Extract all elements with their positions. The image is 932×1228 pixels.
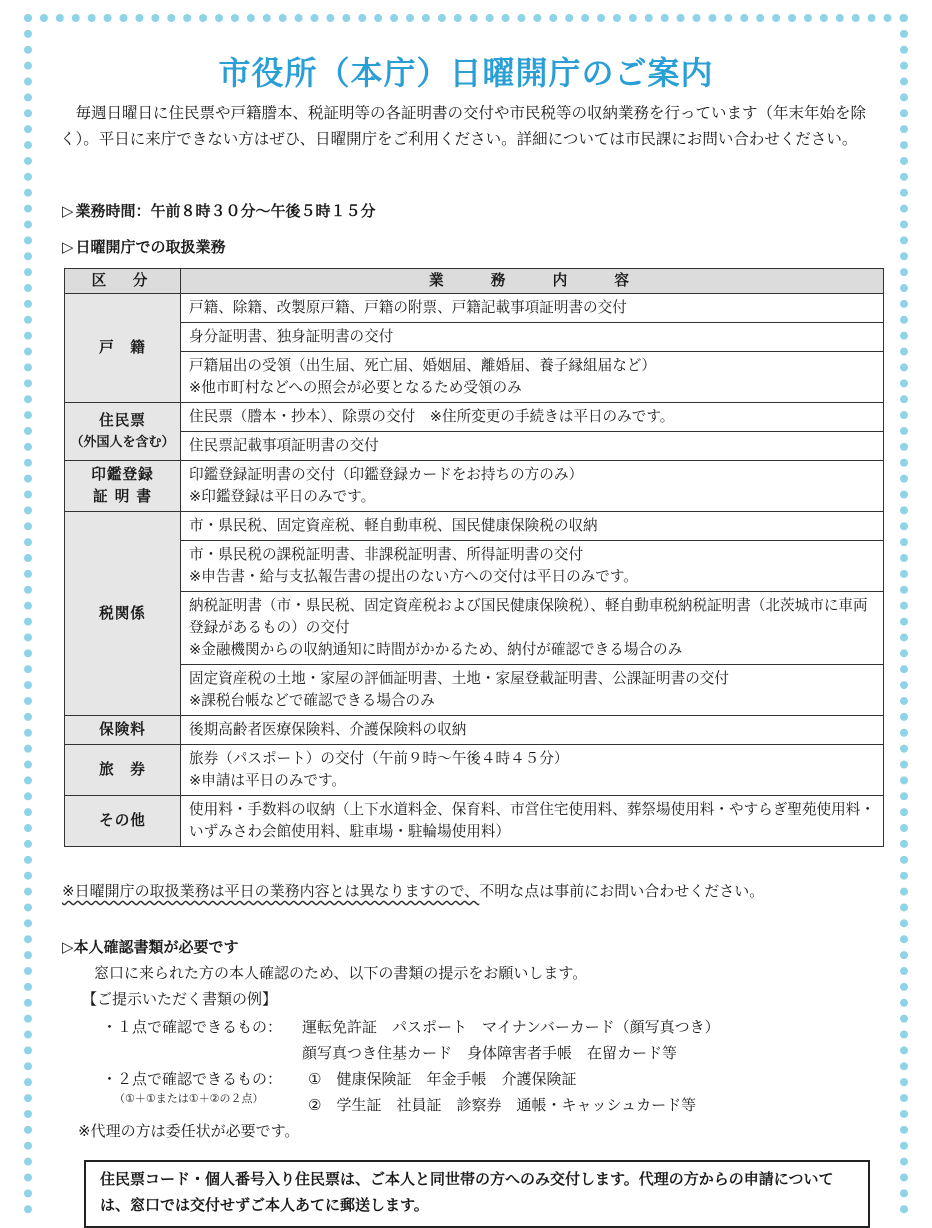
table-row: [65, 796, 884, 847]
table-row: [65, 432, 884, 461]
table-header-row: [65, 269, 884, 294]
hours-line: ▷ 業務時間：午前８時３０分〜午後５時１５分: [62, 202, 376, 220]
category-other: その他: [65, 796, 181, 847]
header-content: 業 務 内 容: [181, 269, 884, 294]
table-cell: 住民票記載事項証明書の交付: [181, 432, 884, 461]
triangle-icon: ▷: [62, 202, 74, 220]
header-category: 区 分: [65, 269, 181, 294]
one-item-line1: 運転免許証 パスポート マイナンバーカード（顔写真つき）: [302, 1018, 720, 1036]
category-koseki: 戸 籍: [65, 294, 181, 403]
id-section-heading: ▷本人確認書類が必要です: [62, 938, 239, 956]
table-row: [65, 592, 884, 665]
examples-heading: 【ご提示いただく書類の例】: [82, 990, 278, 1008]
two-item-sub: （①＋①または①＋②の２点）: [114, 1092, 264, 1105]
page-frame: [24, 14, 908, 1214]
table-cell: 市・県民税の課税証明書、非課税証明書、所得証明書の交付 ※申告書・給与支払報告書の提出のない方への交付は平日のみです。: [181, 541, 884, 592]
table-cell: 納税証明書（市・県民税、固定資産税および国民健康保険税）、軽自動車税納税証明書（北茨城市に車両登録があるもの）の交付 ※金融機関からの収納通知に時間がかかるため、納付が確認できる場合のみ: [181, 592, 884, 665]
two-item-line1: ① 健康保険証 年金手帳 介護保険証: [308, 1070, 577, 1088]
table-cell: 旅券（パスポート）の交付（午前９時〜午後４時４５分） ※申請は平日のみです。: [181, 745, 884, 796]
triangle-icon: ▷: [62, 938, 74, 956]
table-row: [65, 323, 884, 352]
table-row: [65, 352, 884, 403]
triangle-icon: ▷: [62, 238, 74, 256]
table-cell: 後期高齢者医療保険料、介護保険料の収納: [181, 716, 884, 745]
intro-text: 毎週日曜日に住民票や戸籍謄本、税証明等の各証明書の交付や市民税等の収納業務を行っています（年末年始を除く）。平日に来庁できない方はぜひ、日曜開庁をご利用ください。詳細については市民課にお問い合わせください。: [60, 104, 867, 148]
services-heading: ▷ 日曜開庁での取扱業務: [62, 238, 226, 256]
table-cell: 使用料・手数料の収納（上下水道料金、保育料、市営住宅使用料、葬祭場使用料・やすらぎ聖苑使用料・いずみさわ会館使用料、駐車場・駐輪場使用料）: [181, 796, 884, 847]
category-insurance: 保険料: [65, 716, 181, 745]
notice-box: 住民票コード・個人番号入り住民票は、ご本人と同世帯の方へのみ交付します。代理の方からの申請については、窓口では交付せずご本人あてに郵送します。: [84, 1160, 870, 1228]
category-passport: 旅 券: [65, 745, 181, 796]
table-row: [65, 541, 884, 592]
one-item-line2: 顔写真つき住基カード 身体障害者手帳 在留カード等: [302, 1044, 678, 1062]
category-tax: 税関係: [65, 512, 181, 716]
table-cell: 印鑑登録証明書の交付（印鑑登録カードをお持ちの方のみ） ※印鑑登録は平日のみです。: [181, 461, 884, 512]
services-table: [64, 268, 884, 847]
table-row: [65, 403, 884, 432]
table-cell: 固定資産税の土地・家屋の評価証明書、土地・家屋登載証明書、公課証明書の交付 ※課税台帳などで確認できる場合のみ: [181, 665, 884, 716]
category-jumin: 住民票 （外国人を含む）: [65, 403, 181, 461]
sunday-note: ※日曜開庁の取扱業務は平日の業務内容とは異なりますので、不明な点は事前にお問い合わせください。: [62, 882, 765, 900]
table-cell: 戸籍、除籍、改製原戸籍、戸籍の附票、戸籍記載事項証明書の交付: [181, 294, 884, 323]
table-row: [65, 716, 884, 745]
proxy-note: ※代理の方は委任状が必要です。: [78, 1122, 300, 1140]
table-row: [65, 512, 884, 541]
table-row: [65, 461, 884, 512]
table-row: [65, 665, 884, 716]
one-item-label: ・１点で確認できるもの：: [102, 1018, 283, 1036]
table-cell: 身分証明書、独身証明書の交付: [181, 323, 884, 352]
category-inkan: 印鑑登録 証 明 書: [65, 461, 181, 512]
table-cell: 市・県民税、固定資産税、軽自動車税、国民健康保険税の収納: [181, 512, 884, 541]
table-cell: 住民票（謄本・抄本）、除票の交付 ※住所変更の手続きは平日のみです。: [181, 403, 884, 432]
table-row: [65, 294, 884, 323]
table-row: [65, 745, 884, 796]
id-intro: 窓口に来られた方の本人確認のため、以下の書類の提示をお願いします。: [94, 964, 588, 982]
two-item-line2: ② 学生証 社員証 診察券 通帳・キャッシュカード等: [308, 1096, 697, 1114]
table-cell: 戸籍届出の受領（出生届、死亡届、婚姻届、離婚届、養子縁組届など） ※他市町村などへの照会が必要となるため受領のみ: [181, 352, 884, 403]
two-item-label: ・２点で確認できるもの：: [102, 1070, 283, 1088]
page-title: 市役所（本庁）日曜開庁のご案内: [218, 54, 714, 92]
